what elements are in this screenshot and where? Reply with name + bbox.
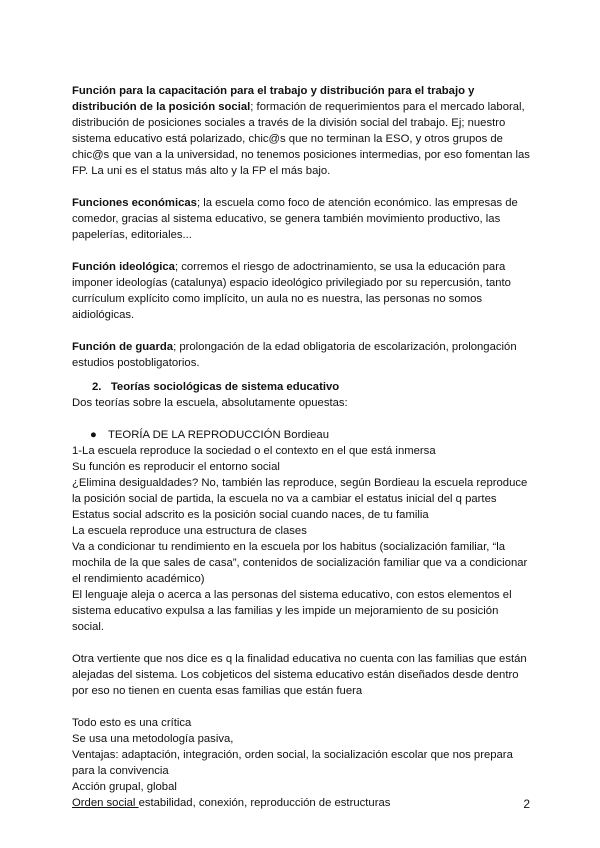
term-economicas: Funciones económicas — [72, 197, 197, 209]
text-ideologica: ; corremos el riesgo de adoctrinamiento, se usa la educación para imponer ideologías (catalunya) espacio ideológico privilegiado por su repercusión, tanto currículum explícito como implícito, un aula no es nuestra, las personas no somos aidiológicas. — [72, 261, 511, 321]
orden-social-text: estabilidad, conexión, reproducción de estructuras — [138, 797, 391, 809]
critica-line: Se usa una metodología pasiva, — [72, 733, 234, 745]
heading-number: 2. — [92, 381, 102, 393]
paragraph-capacitacion — [72, 83, 532, 179]
intro-line: Dos teorías sobre la escuela, absolutamente opuestas: — [72, 397, 348, 409]
heading-title: Teorías sociológicas de sistema educativo — [110, 381, 340, 393]
bullet-icon: ● — [90, 429, 97, 441]
document-body — [72, 83, 532, 811]
body-line: La escuela reproduce una estructura de clases — [72, 525, 307, 537]
term-guarda: Función de guarda — [72, 341, 174, 353]
orden-social-line — [72, 795, 532, 811]
body-line: Estatus social adscrito es la posición social cuando naces, de tu familia — [72, 509, 429, 521]
body-line: El lenguaje aleja o acerca a las personas del sistema educativo, con estos elementos el sistema educativo expulsa a las familias y les impide un mejoramiento de su posición social. — [72, 589, 512, 633]
paragraph-otra-vertiente: Otra vertiente que nos dice es q la finalidad educativa no cuenta con las familias que están alejadas del sistema. Los cobjeticos del sistema educativo están diseñados desde dentro por eso no tienen en cuenta esas familias que están fuera — [72, 653, 527, 697]
body-line: Su función es reproducir el entorno social — [72, 461, 280, 473]
bullet-text: TEORÍA DE LA REPRODUCCIÓN Bordieau — [108, 429, 329, 441]
text-guarda: ; prolongación de la edad obligatoria de escolarización, prolongación estudios postobligatorios. — [72, 341, 517, 369]
paragraph-economicas — [72, 195, 532, 243]
term-capacitacion: Función para la capacitación para el trabajo y distribución para el trabajo y distribución de la posición social — [72, 85, 475, 113]
critica-line: Todo esto es una crítica — [72, 717, 192, 729]
page-number: 2 — [523, 797, 530, 811]
text-economicas: ; la escuela como foco de atención económico. las empresas de comedor, gracias al sistema educativo, se genera también movimiento productivo, las papelerías, editoriales... — [72, 197, 518, 241]
paragraph-ideologica — [72, 259, 532, 323]
body-line: 1-La escuela reproduce la sociedad o el contexto en el que está inmersa — [72, 445, 436, 457]
critica-line: Ventajas: adaptación, integración, orden social, la socialización escolar que nos prepara para la convivencia — [72, 749, 513, 777]
paragraph-guarda — [72, 339, 532, 371]
text-capacitacion: ; formación de requerimientos para el mercado laboral, distribución de posiciones sociales a través de la división social del trabajo. Ej; nuestro sistema educativo está polarizado, chic@s que no terminan la ESO, y otros grupos de chic@s que van a la universidad, no tenemos posiciones intermedias, por eso fomentan las FP. La uni es el status más alto y la FP el más bajo. — [72, 101, 530, 177]
orden-social-term: Orden social — [72, 797, 139, 809]
critica-line: Acción grupal, global — [72, 781, 177, 793]
body-line: Va a condicionar tu rendimiento en la escuela por los habitus (socialización familiar, “la mochila de la que sales de casa”, contenidos de socialización familiar que va a condicionar el rendimiento académico) — [72, 541, 528, 585]
body-line: ¿Elimina desigualdades? No, también las reproduce, según Bordieau la escuela reproduce la posición social de partida, la escuela no va a cambiar el estatus inicial del q partes — [72, 477, 528, 505]
term-ideologica: Función ideológica — [72, 261, 175, 273]
bullet-item — [90, 427, 532, 443]
section-heading — [92, 379, 532, 395]
